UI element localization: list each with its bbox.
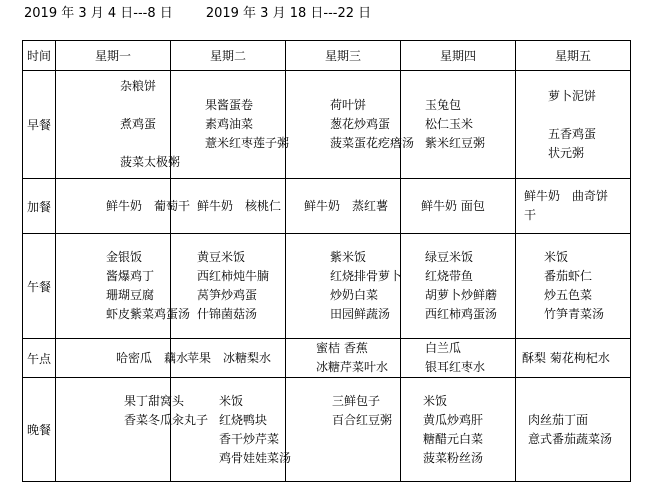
menu-row-lunch [23,234,631,339]
dish-item: 葱花炒鸡蛋 [330,117,391,131]
dish-item: 鲜牛奶 面包 [421,198,485,213]
column-header-tuesday: 星期二 [171,41,286,71]
date-range-header [24,2,371,21]
dish-item: 米饭 [219,393,244,408]
dish-item: 松仁玉米 [425,117,474,131]
dish-item: 香菜冬瓜汆丸子 [124,412,209,427]
dish-item: 状元粥 [548,145,585,160]
dish-item: 菠菜太极粥 [120,155,181,169]
date-range-2: 2019 年 3 月 18 日---22 日 [205,6,372,21]
dish-item: 鲜牛奶 核桃仁 [197,198,282,213]
dish-item: 玉兔包 [425,98,462,112]
menu-cell-dinner-friday [516,378,631,482]
dish-item: 红烧排骨萝卜 [330,269,403,283]
dish-item [124,449,170,468]
dish-item: 红烧带鱼 [425,269,474,283]
dish-item: 酥梨 菊花枸杞水 [522,350,610,365]
dish-item: 珊瑚豆腐 [106,288,155,302]
menu-cell-lunch-wednesday [286,234,401,339]
dish-item: 莴笋炒鸡蛋 [197,288,258,302]
dish-item: 竹笋青菜汤 [544,307,605,321]
dish-item [120,134,170,153]
dish-item: 鲜牛奶 蒸红薯 [304,198,389,213]
dish-item: 番茄虾仁 [544,269,593,283]
menu-cell-afternoon-snack-monday [56,339,189,378]
menu-cell-lunch-friday [516,234,631,339]
dish-item: 田园鲜蔬汤 [330,307,391,321]
menu-cell-afternoon-snack-tuesday [171,339,286,378]
dish-item: 白兰瓜 [425,341,462,355]
dish-item: 紫米红豆粥 [425,136,486,150]
dish-item: 鸡骨娃娃菜汤 [219,450,292,465]
dish-item: 紫米饭 [330,250,367,264]
dish-item: 意式番茄蔬菜汤 [528,431,613,446]
menu-cell-breakfast-wednesday [286,71,415,179]
weekly-menu-table [22,40,631,482]
header-row [23,41,631,71]
meal-label-afternoon-snack: 午点 [23,339,56,378]
menu-cell-lunch-tuesday [171,234,286,339]
menu-cell-dinner-wednesday [286,378,401,482]
dish-item [528,449,630,468]
dish-item: 金银饭 [106,250,143,264]
dish-item: 黄豆米饭 [197,250,246,264]
menu-cell-dinner-thursday [401,378,516,482]
menu-cell-morning-snack-monday [56,179,191,234]
dish-item: 米饭 [544,250,569,264]
dish-item: 香干炒芹菜 [219,431,280,446]
menu-row-afternoon-snack [23,339,631,378]
dish-item [528,392,630,411]
dish-item [548,106,630,125]
dish-item: 糖醋元白菜 [423,431,484,446]
dish-item: 杂粮饼 [120,79,157,93]
column-header-time: 时间 [23,41,56,71]
dish-item: 黄瓜炒鸡肝 [423,412,484,427]
dish-item: 绿豆米饭 [425,250,474,264]
dish-item: 哈密瓜 藕水 [116,350,189,365]
menu-cell-lunch-monday [56,234,191,339]
menu-cell-afternoon-snack-friday [516,339,631,378]
dish-item: 西红柿鸡蛋汤 [425,307,498,321]
dish-item: 素鸡油菜 [205,117,254,131]
column-header-wednesday: 星期三 [286,41,401,71]
menu-row-morning-snack [23,179,631,234]
menu-cell-morning-snack-wednesday [286,179,401,234]
dish-item [120,96,170,115]
date-range-1: 2019 年 3 月 4 日---8 日 [24,6,173,21]
meal-label-morning-snack: 加餐 [23,179,56,234]
menu-cell-breakfast-tuesday [171,71,290,179]
dish-item: 菠菜蛋花疙瘩汤 [330,136,415,150]
dish-item: 胡萝卜炒鲜蘑 [425,288,498,302]
menu-cell-breakfast-friday [516,71,631,179]
menu-cell-breakfast-thursday [401,71,516,179]
column-header-monday: 星期一 [56,41,171,71]
dish-item: 三鲜包子 [332,393,381,408]
dish-item: 果酱蛋卷 [205,98,254,112]
dish-item: 西红柿炖牛腩 [197,269,270,283]
dish-item: 薏米红枣莲子粥 [205,136,290,150]
dish-item: 鲜牛奶 曲奇饼 [524,189,609,203]
menu-row-dinner [23,378,631,482]
column-header-thursday: 星期四 [401,41,516,71]
dish-item: 五香鸡蛋 [548,126,597,141]
dish-item: 荷叶饼 [330,98,367,112]
dish-item [332,449,400,468]
dish-item: 虾皮紫菜鸡蛋汤 [106,307,191,321]
menu-cell-afternoon-snack-wednesday [286,339,401,378]
dish-item: 肉丝茄丁面 [528,412,589,427]
dish-item: 冰糖芹菜叶水 [316,360,389,374]
dish-item [124,430,170,449]
meal-label-breakfast: 早餐 [23,71,56,179]
dish-item: 米饭 [423,393,448,408]
menu-cell-afternoon-snack-thursday [401,339,516,378]
dish-item: 炒奶白菜 [330,288,379,302]
dish-item: 酱爆鸡丁 [106,269,155,283]
menu-row-breakfast [23,71,631,179]
dish-item: 干 [524,208,537,222]
column-header-friday: 星期五 [516,41,631,71]
meal-label-lunch: 午餐 [23,234,56,339]
dish-item: 菠菜粉丝汤 [423,450,484,465]
menu-cell-lunch-thursday [401,234,516,339]
dish-item: 蜜桔 香蕉 [316,341,368,355]
menu-cell-morning-snack-friday [516,179,631,234]
dish-item: 煮鸡蛋 [120,117,157,131]
dish-item: 百合红豆粥 [332,412,393,427]
menu-cell-breakfast-monday [56,71,181,179]
meal-label-dinner: 晚餐 [23,378,56,482]
menu-cell-morning-snack-thursday [401,179,516,234]
menu-cell-dinner-monday [56,378,209,482]
dish-item: 苹果 冰糖梨水 [187,350,272,365]
dish-item: 果丁甜窝头 [124,393,185,408]
dish-item: 鲜牛奶 葡萄干 [106,198,191,213]
dish-item: 银耳红枣水 [425,360,486,374]
dish-item: 红烧鸭块 [219,412,268,427]
dish-item: 萝卜泥饼 [548,88,597,103]
dish-item: 炒五色菜 [544,288,593,302]
dish-item [332,430,400,449]
menu-cell-dinner-tuesday [171,378,292,482]
dish-item: 什锦菌菇汤 [197,307,258,321]
